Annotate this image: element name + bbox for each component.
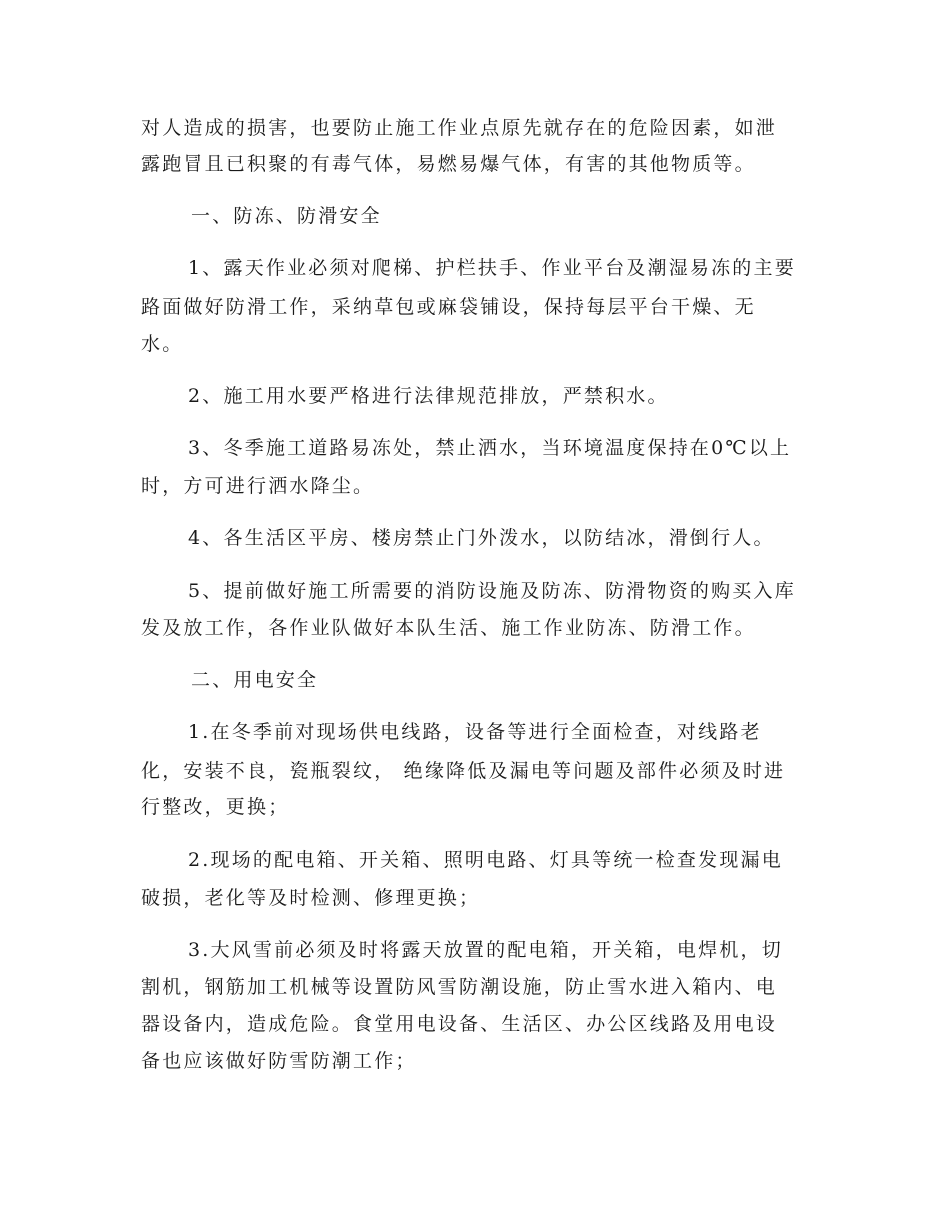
section2-item2-line-1: 2.现场的配电箱、开关箱、照明电路、灯具等统一检查发现漏电 (188, 849, 783, 871)
section2-item3-line-1: 3.大风雪前必须及时将露天放置的配电箱，开关箱，电焊机，切 (188, 939, 783, 961)
section1-item5-line-2: 发及放工作，各作业队做好本队生活、施工作业防冻、防滑工作。 (141, 617, 756, 639)
section1-item3-line-1: 3、冬季施工道路易冻处，禁止洒水，当环境温度保持在0℃以上 (188, 437, 792, 459)
intro-line-2: 露跑冒且已积聚的有毒气体，易燃易爆气体，有害的其他物质等。 (141, 153, 756, 175)
section2-heading: 二、用电安全 (191, 669, 319, 691)
section1-item3-line-2: 时，方可进行洒水降尘。 (141, 475, 375, 497)
intro-line-1: 对人造成的损害，也要防止施工作业点原先就存在的危险因素，如泄 (141, 117, 778, 139)
section1-item5-line-1: 5、提前做好施工所需要的消防设施及防冻、防滑物资的购买入库 (188, 580, 796, 602)
section1-item1-line-3: 水。 (141, 333, 184, 355)
section2-item3-line-4: 备也应该做好防雪防潮工作； (141, 1050, 417, 1072)
section2-item2-line-2: 破损，老化等及时检测、修理更换； (141, 887, 481, 909)
section1-item1-line-1: 1、露天作业必须对爬梯、护栏扶手、作业平台及潮湿易冻的主要 (188, 257, 796, 279)
section1-item4-line-1: 4、各生活区平房、楼房禁止门外泼水，以防结冰，滑倒行人。 (188, 527, 775, 549)
section2-item1-line-3: 行整改，更换； (141, 796, 290, 818)
section2-item1-line-1: 1.在冬季前对现场供电线路，设备等进行全面检查，对线路老 (188, 721, 762, 743)
section1-heading: 一、防冻、防滑安全 (191, 205, 382, 227)
section2-item3-line-2: 割机，钢筋加工机械等设置防风雪防潮设施，防止雪水进入箱内、电 (141, 976, 778, 998)
section1-item1-line-2: 路面做好防滑工作，采纳草包或麻袋铺设，保持每层平台干燥、无 (141, 296, 756, 318)
section2-item1-line-2: 化，安装不良，瓷瓶裂纹， 绝缘降低及漏电等问题及部件必须及时进 (141, 760, 786, 782)
section1-item2-line-1: 2、施工用水要严格进行法律规范排放，严禁积水。 (188, 385, 669, 407)
section2-item3-line-3: 器设备内，造成危险。食堂用电设备、生活区、办公区线路及用电设 (141, 1013, 778, 1035)
